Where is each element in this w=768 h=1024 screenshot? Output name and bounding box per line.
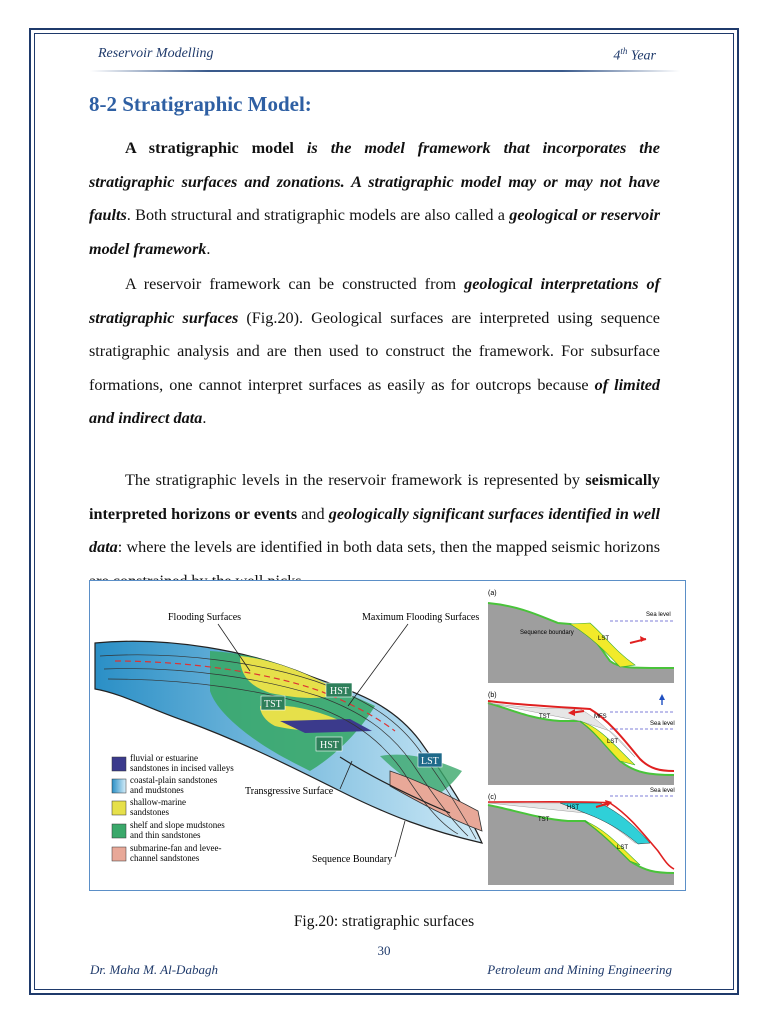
legend-label-shallow-marine: shallow-marine xyxy=(130,797,186,807)
footer-department: Petroleum and Mining Engineering xyxy=(487,962,672,977)
legend-swatch-submarine-fan xyxy=(112,847,126,861)
paragraph-2: A reservoir framework can be constructed from geological interpretations of stratigraphic surfaces (Fig.20). Geological surfaces are interpreted using sequence stratigraphic analysis and are then used to construct the framework. For subsurface formations, one cannot interpret surfaces as easily as for outcrops because of limited and indirect data. xyxy=(89,275,661,427)
panel-b-mfs: MFS xyxy=(594,714,607,720)
legend-swatch-shelf-slope xyxy=(112,824,126,838)
label-transgressive-surface: Transgressive Surface xyxy=(245,786,334,797)
legend-label-fluvial: fluvial or estuarine xyxy=(130,753,198,763)
header-year: 4th Year xyxy=(613,46,656,64)
panel-b xyxy=(488,692,675,785)
panel-c-hst: HST xyxy=(567,805,579,811)
legend-label-shelf-slope: shelf and slope mudstones xyxy=(130,820,225,830)
panel-a-tag: (a) xyxy=(488,590,497,597)
panel-c-tag: (c) xyxy=(488,794,497,801)
label-hst-lower: HST xyxy=(320,740,339,751)
panel-b-sea-level: Sea level xyxy=(650,721,675,727)
panel-c-tst: TST xyxy=(538,817,550,823)
stratigraphic-figure xyxy=(90,581,685,890)
panel-a-sea-level: Sea level xyxy=(646,612,671,618)
label-flooding-surfaces: Flooding Surfaces xyxy=(168,612,242,623)
label-sequence-boundary: Sequence Boundary xyxy=(312,854,393,865)
label-hst-upper: HST xyxy=(330,686,349,697)
label-lst: LST xyxy=(421,756,439,767)
legend xyxy=(112,753,234,863)
figure-caption: Fig.20: stratigraphic surfaces xyxy=(293,913,475,930)
panel-a xyxy=(488,590,674,683)
header-rule xyxy=(90,70,680,72)
panel-b-tst: TST xyxy=(539,714,551,720)
paragraph-1: A stratigraphic model is the model framework that incorporates the stratigraphic surfaces and zonations. A stratigraphic model may or may not have faults. Both structural and stratigraphic models are also called a geological or reservoir model framework. xyxy=(89,139,660,258)
panel-a-seq-boundary: Sequence boundary xyxy=(520,630,574,636)
panel-c-sea-level: Sea level xyxy=(650,788,675,794)
panel-b-tag: (b) xyxy=(488,692,497,699)
panel-b-lst: LST xyxy=(607,739,619,745)
legend-label-shelf-slope: and thin sandstones xyxy=(130,830,201,840)
label-maximum-flooding-surfaces: Maximum Flooding Surfaces xyxy=(362,612,480,623)
panel-c-lst: LST xyxy=(617,845,629,851)
page-number: 30 xyxy=(377,943,391,958)
panel-c xyxy=(488,788,675,885)
legend-label-fluvial: sandstones in incised valleys xyxy=(130,763,234,773)
legend-swatch-fluvial xyxy=(112,757,126,771)
figure-20 xyxy=(89,580,686,891)
header-course: Reservoir Modelling xyxy=(98,46,214,61)
legend-swatch-shallow-marine xyxy=(112,801,126,815)
legend-label-submarine-fan: submarine-fan and levee- xyxy=(130,843,222,853)
section-title: 8-2 Stratigraphic Model: xyxy=(89,92,312,116)
label-tst: TST xyxy=(264,699,282,710)
legend-label-submarine-fan: channel sandstones xyxy=(130,853,200,863)
legend-label-shallow-marine: sandstones xyxy=(130,807,169,817)
legend-label-coastal: coastal-plain sandstones xyxy=(130,775,218,785)
legend-swatch-coastal xyxy=(112,779,126,793)
legend-label-coastal: and mudstones xyxy=(130,785,184,795)
footer-author: Dr. Maha M. Al-Dabagh xyxy=(90,962,218,977)
paragraph-3: The stratigraphic levels in the reservoir framework is represented by seismically interpreted horizons or events and geologically significant surfaces identified in well data: where the levels are identified in both data sets, then the mapped seismic horizons xyxy=(89,471,660,556)
panel-a-lst: LST xyxy=(598,636,610,642)
